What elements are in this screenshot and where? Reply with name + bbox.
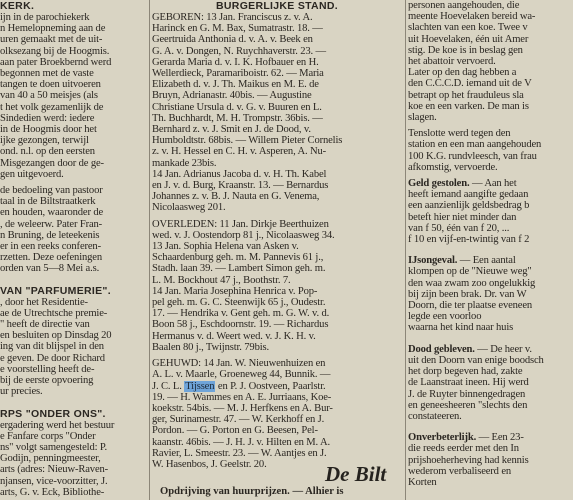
article-lead: Geld gestolen. — Aan het (408, 178, 517, 190)
text-line: ur precies. (0, 386, 43, 398)
right-column (408, 0, 573, 488)
text-line: t het volk gezamenlijk de (0, 101, 104, 113)
text-line: afkomstig, vervoerde. (408, 161, 498, 173)
text-line: " heeft de directie van (0, 319, 90, 331)
text-line: uit den Doorn van enige boodsch (408, 354, 544, 366)
text-line: bij de eerste opvoering (0, 375, 94, 387)
text-line: 13 Jan. Sophia Helena van Asken v. (152, 241, 299, 253)
column-divider (405, 0, 406, 500)
text-line: Tenslotte werd tegen den (408, 128, 511, 140)
text-line: tangen te doen uitvoeren (0, 79, 101, 91)
text-line: de bedoeling van pastoor (0, 185, 103, 197)
text-line: Geertruida Anthonia d. v. A. v. Beek en (152, 34, 313, 46)
marriages-line: J. C. L. Tijssen en P. J. Oostveen, Paarlstr. (152, 380, 326, 392)
text-line: beteft hier niet minder dan (408, 211, 517, 223)
text-line: uren gemaakt met de uit- (0, 34, 103, 46)
text-line: de Laanstraat ineen. Hij werd (408, 377, 529, 389)
article-paragraph (408, 128, 573, 173)
text-line: Doorn, die ter plaatse eveneen (408, 300, 533, 312)
text-line: wed. v. J. Oostendorp 81 j., Nicolaasweg 34. (152, 229, 335, 241)
article-paragraph (408, 355, 573, 422)
article-paragraph (408, 0, 573, 123)
text-line: pel geh. m. G. C. Steenwijk 65 j., Oudestr. (152, 297, 326, 309)
text-line: heeft iemand aangifte gedaan (408, 189, 529, 201)
text-line: arts, G. v. Eck, Bibliothe- (0, 486, 105, 498)
text-line: ns" volgt samengesteld: P. (0, 441, 107, 453)
text-line: GEBOREN: 13 Jan. Franciscus z. v. A. (152, 12, 313, 23)
text-line: 19. — H. Wammes en A. E. Jurriaans, Koe- (152, 391, 332, 403)
article-paragraph (408, 266, 573, 333)
text-line: het dorp begeven had, zakte (408, 366, 523, 378)
text-line: aan pater Broekbernd werd (0, 56, 112, 68)
text-line: begonnen met de vaste (0, 68, 94, 80)
text-line: en J. v. d. Burg, Kraanstr. 13. — Bernardus (152, 180, 329, 192)
text-line: 14 Jan. Adrianus Jacoba d. v. H. Th. Kabel (152, 168, 327, 180)
text-line: Harinck en G. M. Bax, Sumatrastr. 18. — (152, 23, 323, 35)
text-line: 100 K.G. rundvleesch, van frau (408, 150, 537, 162)
article-paragraph (408, 443, 573, 488)
text-line: njansen, vice-voorzitter, J. (0, 475, 108, 487)
highlighted-search-term: Tijssen (185, 380, 215, 392)
text-line: en geneesheeren "slechts den (408, 399, 528, 411)
text-line: van 40 a 50 meisjes (als (0, 90, 98, 102)
text-line: en besluiten op Dinsdag 20 (0, 330, 112, 342)
text-line: die reeds eerder met den In (408, 443, 519, 455)
text-line: , de weleerw. Pater Fran- (0, 218, 103, 230)
text-line: rzetten. Deze oefeningen (0, 252, 102, 264)
text-line: wederom verbaliseerd en (408, 465, 512, 477)
text-line: , door het Residentie- (0, 296, 88, 308)
text-line: L. M. Bockhout 47 j., Boothstr. 7. (152, 274, 291, 286)
text-line: taal in de Biltstraatkerk (0, 196, 96, 208)
text-line: stig. De koe is in beslag gen (408, 44, 523, 56)
text-line: Bernhard z. v. J. Smit en J. de Dood, v. (152, 124, 311, 136)
text-line: Boon 58 j., Eschdoornstr. 19. — Richardus (152, 319, 329, 331)
text-line: gen uitgevoerd. (0, 168, 64, 180)
text-line: OVERLEDEN: 11 Jan. Dirkje Beerthuizen (152, 218, 329, 230)
text-line: e geven. De door Richard (0, 352, 105, 364)
text-line: station en een man aangehouden (408, 139, 542, 151)
text-line: Gerarda Maria d. v. I. K. Hofbauer en H. (152, 56, 319, 68)
text-line: J. de Ruyter binnengedragen (408, 388, 526, 400)
text-line: e voorstelling heeft de- (0, 363, 95, 375)
text-line: mankade 23bis. (152, 157, 217, 169)
text-line: Johannes z. v. B. J. Nauta en G. Venema, (152, 191, 320, 203)
text-line: W. Hasenbos, J. Geelstr. 20. (152, 458, 267, 470)
text-line: prijshoeherheving had kennis (408, 454, 529, 466)
text-line: Elizabeth d. v. J. Th. Maikus en M. E. de (152, 79, 319, 91)
center-column (152, 0, 402, 470)
text-line: f 10 en vijf-en-twintig van f 2 (408, 234, 530, 246)
section-heading: KERK. (0, 0, 35, 12)
text-line: Th. Buchhardt, M. H. Trompstr. 36bis. — (152, 112, 323, 124)
text-line: legde een voorloo (408, 311, 482, 323)
article-lead: Onverbeterlijk. — Een 23- (408, 432, 524, 444)
deaths-paragraph (152, 219, 402, 353)
article-paragraph (0, 185, 148, 275)
text-line: kaanstr. 46bis. — J. H. J. v. Hilten en M. A. (152, 436, 330, 448)
text-line: den waa zwam zoo ongelukkig (408, 277, 536, 289)
text-line: den C.C.C.D. iemand uit de V (408, 78, 532, 90)
text-line: slachten van een koe. Twee v (408, 22, 528, 34)
text-line: Christiane Ursula d. v. G. v. Buuren en L. (152, 101, 322, 113)
text-line: meente Hoevelaken bereid wa- (408, 11, 536, 23)
text-line: klompen op de "Nieuwe weg" (408, 266, 532, 278)
text-line: een aanzienlijk geldsbedrag b (408, 200, 530, 212)
text-line: ing van dit blijspel in den (0, 341, 104, 353)
section-masthead: De Bilt (325, 462, 387, 486)
text-line: Hermanus v. d. Weert wed. v. J. K. H. v. (152, 330, 316, 342)
text-line: e Fanfare corps "Onder (0, 430, 96, 442)
article-paragraph (0, 420, 148, 498)
text-line: slagen. (408, 112, 437, 124)
text-line: z. v. H. Hessel en C. H. v. Asperen, A. Nu- (152, 146, 327, 158)
text-line: 17. — Hendrika v. Gent geh. m. G. W. v. d. (152, 308, 330, 320)
text-line: in de Hoogmis door het (0, 124, 97, 136)
text-line: arts (adres: Nieuw-Raven- (0, 464, 109, 476)
births-paragraph (152, 12, 402, 214)
text-line: n Bruning, de leteekenis (0, 229, 100, 241)
text-line: orden van 5—8 Mei a.s. (0, 263, 100, 275)
text-line: GEHUWD: 14 Jan. W. Nieuwenhuizen en (152, 358, 326, 370)
text-line: Korten (408, 476, 437, 488)
text-line: Ravier, L. Smeestr. 23. — W. Aantjes en J. (152, 447, 327, 459)
article-lead: IJsongeval. — Een aantal (408, 255, 516, 267)
text-line: ger, Surinamestr. 47. — W. Kerkhoff en J. (152, 414, 325, 426)
text-line: koe en een varken. De man is (408, 100, 529, 112)
text-line: 14 Jan. Maria Josephina Henrica v. Pop- (152, 285, 318, 297)
text-line: van f 50, één van f 20, ... (408, 222, 510, 234)
article-paragraph (408, 189, 573, 245)
text-line: ae de Utrechtsche premie- (0, 307, 108, 319)
article-paragraph (0, 12, 148, 180)
text-line: en houden, waaronder de (0, 207, 104, 219)
section-heading: RPS "ONDER ONS". (0, 407, 106, 420)
text-line: Misgezangen door de ge- (0, 157, 104, 169)
text-line: constateeren. (408, 410, 462, 422)
text-line: ijn in de parochiekerk (0, 12, 90, 23)
text-line: Later op den dag hebben a (408, 67, 517, 79)
article-paragraph (0, 297, 148, 398)
left-column (0, 0, 148, 498)
text-line: n Hemelopneming aan de (0, 23, 106, 35)
text-line: Baalen 80 j., Twijnstr. 79bis. (152, 341, 269, 353)
text-line: olksezang bij de Hoogmis. (0, 45, 110, 57)
text-line: Schaardenburg geh. m. M. Pannevis 61 j., (152, 252, 324, 264)
text-line: Stadh. laan 39. — Lambert Simon geh. m. (152, 263, 326, 275)
text-line: G. A. v. Dongen, N. Ruychhaverstr. 23. — (152, 45, 326, 57)
article-lead: Dood gebleven. — De heer v. (408, 343, 532, 355)
text-line: ijke gezongen, terwijl (0, 135, 89, 147)
text-line: Sindedien werd: iedere (0, 112, 95, 124)
text-line: bij zijn been brak. Dr. van W (408, 288, 527, 300)
section-heading: VAN "PARFUMERIE". (0, 284, 111, 297)
marriages-paragraph (152, 392, 402, 470)
column-divider (149, 0, 150, 500)
text-line: Pordon. — G. Porton en G. Beesen, Pel- (152, 425, 318, 437)
marriages-paragraph (152, 358, 402, 380)
text-line: Nicolaasweg 201. (152, 202, 226, 214)
article-start: Opdrijving van huurprijzen. — Alhier is (160, 486, 344, 497)
text-line: Godijn, penningmeester, (0, 453, 101, 465)
text-line: ergadering werd het bestuur (0, 419, 115, 431)
text-line: betrapt op het frauduleus sla (408, 89, 524, 101)
text-line: Bruyn, Adrianastr. 40bis. — Augustine (152, 90, 312, 102)
text-line: er in een reeks conferen- (0, 241, 101, 253)
text-line: ond. n.l. op den eersten (0, 146, 95, 158)
text-line: koekstr. 54bis. — M. J. Herfkens en A. Bur- (152, 402, 333, 414)
text-line: personen aangehouden, die (408, 0, 520, 11)
text-line: A. L. v. Maarle, Groeneweg 44, Bunnik. — (152, 369, 331, 381)
text-line: het abattoir vervoerd. (408, 56, 496, 68)
text-line: Wellerdieck, Paramariboistr. 62. — Maria (152, 68, 324, 80)
text-line: Humboldtstr. 68bis. — Willem Pieter Cornelis (152, 135, 343, 147)
section-heading: BURGERLIJKE STAND. (216, 0, 338, 12)
text-line: uit Hoevelaken, één uit Amer (408, 33, 529, 45)
text-line: waarna het kind naar huis (408, 322, 514, 334)
